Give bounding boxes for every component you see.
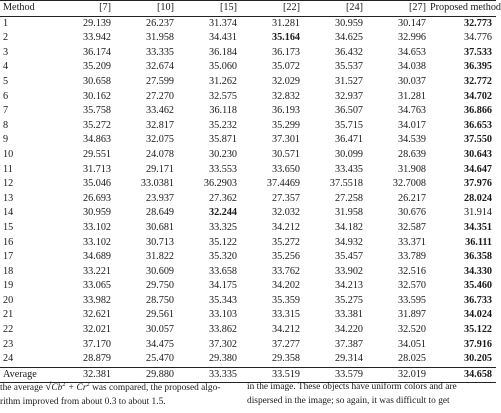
header-col-5: [24]	[346, 2, 363, 13]
table-cell: 30.057	[145, 324, 174, 336]
table-cell: 33.102	[82, 221, 111, 233]
table-cell: 27.357	[271, 192, 300, 204]
table-cell: 35.343	[208, 294, 237, 306]
table-cell: 31.958	[145, 32, 174, 44]
table-cell: 32.832	[271, 90, 300, 102]
table-cell: 37.301	[271, 134, 300, 146]
table-cell: 33.658	[208, 265, 237, 277]
table-cell: 31.527	[334, 75, 363, 87]
table-cell: 32.937	[334, 90, 363, 102]
header-method: Method	[3, 2, 35, 13]
table-cell: 33.221	[82, 265, 111, 277]
row-label: 16	[3, 236, 14, 248]
table-cell: 35.272	[271, 236, 300, 248]
table-row	[0, 46, 496, 61]
table-cell: 34.330	[463, 265, 492, 277]
table-cell: 35.232	[208, 119, 237, 131]
table-cell: 37.387	[334, 338, 363, 350]
table-cell: 24.078	[145, 148, 174, 160]
table-cell: 31.897	[397, 309, 426, 321]
table-row	[0, 60, 496, 75]
table-cell: 32.021	[82, 324, 111, 336]
table-cell: 34.038	[397, 61, 426, 73]
table-cell: 32.570	[397, 280, 426, 292]
table-cell: 34.702	[463, 90, 492, 102]
table-cell: 30.609	[145, 265, 174, 277]
right-text-line-1: in the image. These objects have uniform colors and are	[247, 382, 457, 392]
table-cell: 34.175	[208, 280, 237, 292]
table-cell: 30.681	[145, 221, 174, 233]
table-cell: 34.202	[271, 280, 300, 292]
table-cell: 31.262	[208, 75, 237, 87]
table-cell: 32.773	[463, 17, 492, 29]
table-cell: 35.457	[334, 251, 363, 263]
row-label: 1	[3, 17, 9, 29]
table-cell: 26.237	[145, 17, 174, 29]
table-cell: 32.575	[208, 90, 237, 102]
table-cell: 36.2903	[203, 178, 237, 190]
table-cell: 34.212	[271, 324, 300, 336]
table-row	[0, 192, 496, 207]
table-cell: 33.982	[82, 294, 111, 306]
table-cell: 32.621	[82, 309, 111, 321]
table-cell: 29.139	[82, 17, 111, 29]
table-cell: 30.099	[334, 148, 363, 160]
table-cell: 28.024	[463, 192, 492, 204]
table-cell: 29.880	[145, 368, 174, 380]
table-cell: 32.772	[463, 75, 492, 87]
table-cell: 35.256	[271, 251, 300, 263]
table-cell: 23.937	[145, 192, 174, 204]
table-cell: 36.184	[208, 46, 237, 58]
row-label: 15	[3, 221, 14, 233]
table-cell: 33.579	[334, 368, 363, 380]
table-cell: 33.762	[271, 265, 300, 277]
left-text-line-2: rithm improved from about 0.3 to about 1.5.	[0, 397, 166, 407]
table-cell: 35.299	[271, 119, 300, 131]
table-cell: 32.817	[145, 119, 174, 131]
table-cell: 30.571	[271, 148, 300, 160]
header-col-7: Proposed method	[430, 2, 501, 13]
row-label: 3	[3, 46, 9, 58]
table-cell: 37.4469	[266, 178, 300, 190]
header-col-3: [15]	[220, 2, 237, 13]
table-cell: 33.519	[271, 368, 300, 380]
table-cell: 36.653	[463, 119, 492, 131]
table-cell: 37.976	[463, 178, 492, 190]
table-cell: 35.122	[463, 324, 492, 336]
table-cell: 27.362	[208, 192, 237, 204]
table-cell: 37.550	[463, 134, 492, 146]
table-cell: 29.561	[145, 309, 174, 321]
table-cell: 36.471	[334, 134, 363, 146]
table-cell: 35.758	[82, 105, 111, 117]
table-cell: 28.649	[145, 207, 174, 219]
table-row	[0, 16, 496, 31]
table-cell: 28.639	[397, 148, 426, 160]
table-row	[0, 352, 496, 367]
table-cell: 36.111	[465, 236, 492, 248]
table-cell: 33.553	[208, 163, 237, 175]
left-column-text	[0, 380, 226, 409]
table-row	[0, 308, 496, 323]
row-label: 5	[3, 75, 9, 87]
table-cell: 29.314	[334, 353, 363, 365]
row-label: 4	[3, 61, 9, 73]
table-cell: 35.209	[82, 61, 111, 73]
table-cell: 27.599	[145, 75, 174, 87]
table-row	[0, 323, 496, 338]
table-cell: 34.653	[397, 46, 426, 58]
table-cell: 31.822	[145, 251, 174, 263]
row-label: 11	[3, 163, 13, 175]
table-cell: 29.380	[208, 353, 237, 365]
table-cell: 28.750	[145, 294, 174, 306]
right-column-text	[247, 380, 474, 408]
table-cell: 29.551	[82, 148, 111, 160]
table-cell: 32.7008	[392, 178, 426, 190]
table-cell: 32.075	[145, 134, 174, 146]
table-cell: 34.625	[334, 32, 363, 44]
table-cell: 32.032	[271, 207, 300, 219]
table-row	[0, 250, 496, 265]
table-cell: 31.958	[334, 207, 363, 219]
table-cell: 33.0381	[140, 178, 174, 190]
table-cell: 31.908	[397, 163, 426, 175]
table-cell: 36.173	[271, 46, 300, 58]
row-label: 14	[3, 207, 14, 219]
table-cell: 35.537	[334, 61, 363, 73]
row-label: 23	[3, 338, 14, 350]
table-row	[0, 148, 496, 163]
row-label: 17	[3, 251, 14, 263]
header-col-1: [7]	[99, 2, 111, 13]
table-cell: 34.763	[397, 105, 426, 117]
table-cell: 32.029	[271, 75, 300, 87]
table-cell: 33.103	[208, 309, 237, 321]
table-cell: 33.325	[208, 221, 237, 233]
table-cell: 36.193	[271, 105, 300, 117]
table-cell: 30.643	[463, 148, 492, 160]
table-cell: 32.244	[208, 207, 237, 219]
table-cell: 37.277	[271, 338, 300, 350]
table-cell: 30.713	[145, 236, 174, 248]
row-label: 6	[3, 90, 9, 102]
table-cell: 34.213	[334, 280, 363, 292]
table-cell: 34.475	[145, 338, 174, 350]
table-cell: 34.776	[463, 32, 492, 44]
table-row	[0, 104, 496, 119]
row-label: 10	[3, 148, 14, 160]
table-cell: 31.914	[463, 207, 492, 219]
table-cell: 36.174	[82, 46, 111, 58]
table-row	[0, 119, 496, 134]
table-cell: 34.932	[334, 236, 363, 248]
table-cell: 34.647	[463, 163, 492, 175]
table-cell: 35.320	[208, 251, 237, 263]
table-cell: 37.916	[463, 338, 492, 350]
right-text-line-2: dispersed in the image; so again, it was difficult to get	[247, 396, 450, 406]
table-cell: 35.072	[271, 61, 300, 73]
table-cell: 35.060	[208, 61, 237, 73]
table-row	[0, 31, 496, 46]
table-cell: 37.533	[463, 46, 492, 58]
table-cell: 33.942	[82, 32, 111, 44]
table-cell: 26.693	[82, 192, 111, 204]
table-cell: 27.270	[145, 90, 174, 102]
table-cell: 32.381	[82, 368, 111, 380]
table-cell: 34.431	[208, 32, 237, 44]
table-cell: 32.996	[397, 32, 426, 44]
table-cell: 35.272	[82, 119, 111, 131]
table-cell: 35.275	[334, 294, 363, 306]
row-label: 24	[3, 353, 14, 365]
table-cell: 33.789	[397, 251, 426, 263]
table-cell: 29.358	[271, 353, 300, 365]
table-cell: 36.118	[209, 105, 237, 117]
table-cell: 35.460	[463, 280, 492, 292]
table-cell: 37.5518	[329, 178, 363, 190]
table-row	[0, 279, 496, 294]
table-cell: 34.351	[463, 221, 492, 233]
table-cell: 32.674	[145, 61, 174, 73]
table-cell: 36.432	[334, 46, 363, 58]
table-cell: 30.147	[397, 17, 426, 29]
row-label: 21	[3, 309, 14, 321]
table-cell: 35.871	[208, 134, 237, 146]
table-cell: 33.102	[82, 236, 111, 248]
table-cell: 34.539	[397, 134, 426, 146]
table-row	[0, 206, 496, 221]
table-cell: 36.866	[463, 105, 492, 117]
table-cell: 35.715	[334, 119, 363, 131]
table-cell: 33.462	[145, 105, 174, 117]
row-label: 13	[3, 192, 14, 204]
table-row	[0, 221, 496, 236]
table-cell: 33.371	[397, 236, 426, 248]
table-row	[0, 236, 496, 251]
table-cell: 33.862	[208, 324, 237, 336]
table-cell: 34.017	[397, 119, 426, 131]
table-cell: 30.037	[397, 75, 426, 87]
row-label: 2	[3, 32, 9, 44]
row-label: 20	[3, 294, 14, 306]
left-text-line-1: the average $√Cb^2 + Cr^2$ was compared, the proposed algo-	[0, 380, 221, 393]
square-root-expression: $√Cb^2 + Cr^2$	[45, 380, 90, 393]
table-body	[0, 16, 496, 383]
table-row	[0, 177, 496, 192]
table-cell: 31.281	[397, 90, 426, 102]
table-cell: 32.516	[397, 265, 426, 277]
table-cell: 25.470	[145, 353, 174, 365]
table-cell: 33.315	[271, 309, 300, 321]
table-cell: 35.122	[208, 236, 237, 248]
table-row	[0, 163, 496, 178]
table-cell: 36.507	[334, 105, 363, 117]
table-cell: 33.065	[82, 280, 111, 292]
row-label: 18	[3, 265, 14, 277]
table-cell: 29.750	[145, 280, 174, 292]
table-cell: 30.959	[82, 207, 111, 219]
table-cell: 35.164	[271, 32, 300, 44]
table-cell: 35.046	[82, 178, 111, 190]
table-header-row	[0, 1, 496, 17]
table-cell: 29.171	[145, 163, 174, 175]
row-label: 12	[3, 178, 14, 190]
table-cell: 30.959	[334, 17, 363, 29]
table-cell: 36.733	[463, 294, 492, 306]
table-cell: 30.162	[82, 90, 111, 102]
table-cell: 32.587	[397, 221, 426, 233]
table-cell: 33.435	[334, 163, 363, 175]
table-row	[0, 265, 496, 280]
row-label: 22	[3, 324, 14, 336]
table-cell: 27.258	[334, 192, 363, 204]
table-cell: 37.170	[82, 338, 111, 350]
table-cell: 34.220	[334, 324, 363, 336]
table-cell: 34.212	[271, 221, 300, 233]
table-cell: 30.230	[208, 148, 237, 160]
header-col-2: [10]	[157, 2, 174, 13]
table-row	[0, 338, 496, 353]
table-cell: 28.025	[397, 353, 426, 365]
row-label: Average	[3, 368, 37, 380]
table-cell: 33.335	[145, 46, 174, 58]
table-cell: 31.374	[208, 17, 237, 29]
table-row	[0, 133, 496, 148]
table-cell: 33.381	[334, 309, 363, 321]
table-row	[0, 294, 496, 309]
table-cell: 30.205	[463, 353, 492, 365]
table-cell: 37.302	[208, 338, 237, 350]
table-cell: 30.658	[82, 75, 111, 87]
table-cell: 34.182	[334, 221, 363, 233]
table-cell: 33.902	[334, 265, 363, 277]
row-label: 8	[3, 119, 9, 131]
table-cell: 34.689	[82, 251, 111, 263]
table-cell: 33.595	[397, 294, 426, 306]
row-label: 7	[3, 105, 9, 117]
table-cell: 36.395	[463, 61, 492, 73]
table-cell: 34.863	[82, 134, 111, 146]
table-cell: 34.658	[463, 368, 492, 380]
table-cell: 31.713	[82, 163, 111, 175]
table-cell: 34.024	[463, 309, 492, 321]
table-cell: 33.650	[271, 163, 300, 175]
table-cell: 30.676	[397, 207, 426, 219]
table-row	[0, 90, 496, 105]
table-cell: 31.281	[271, 17, 300, 29]
table-cell: 28.879	[82, 353, 111, 365]
header-col-6: [27]	[409, 2, 426, 13]
table-cell: 32.520	[397, 324, 426, 336]
table-cell: 32.019	[397, 368, 426, 380]
row-label: 19	[3, 280, 14, 292]
table-cell: 33.335	[208, 368, 237, 380]
row-label: 9	[3, 134, 9, 146]
table-cell: 35.359	[271, 294, 300, 306]
table-cell: 34.051	[397, 338, 426, 350]
table-row	[0, 75, 496, 90]
table-cell: 36.358	[463, 251, 492, 263]
table-cell: 26.217	[397, 192, 426, 204]
header-col-4: [22]	[283, 2, 300, 13]
